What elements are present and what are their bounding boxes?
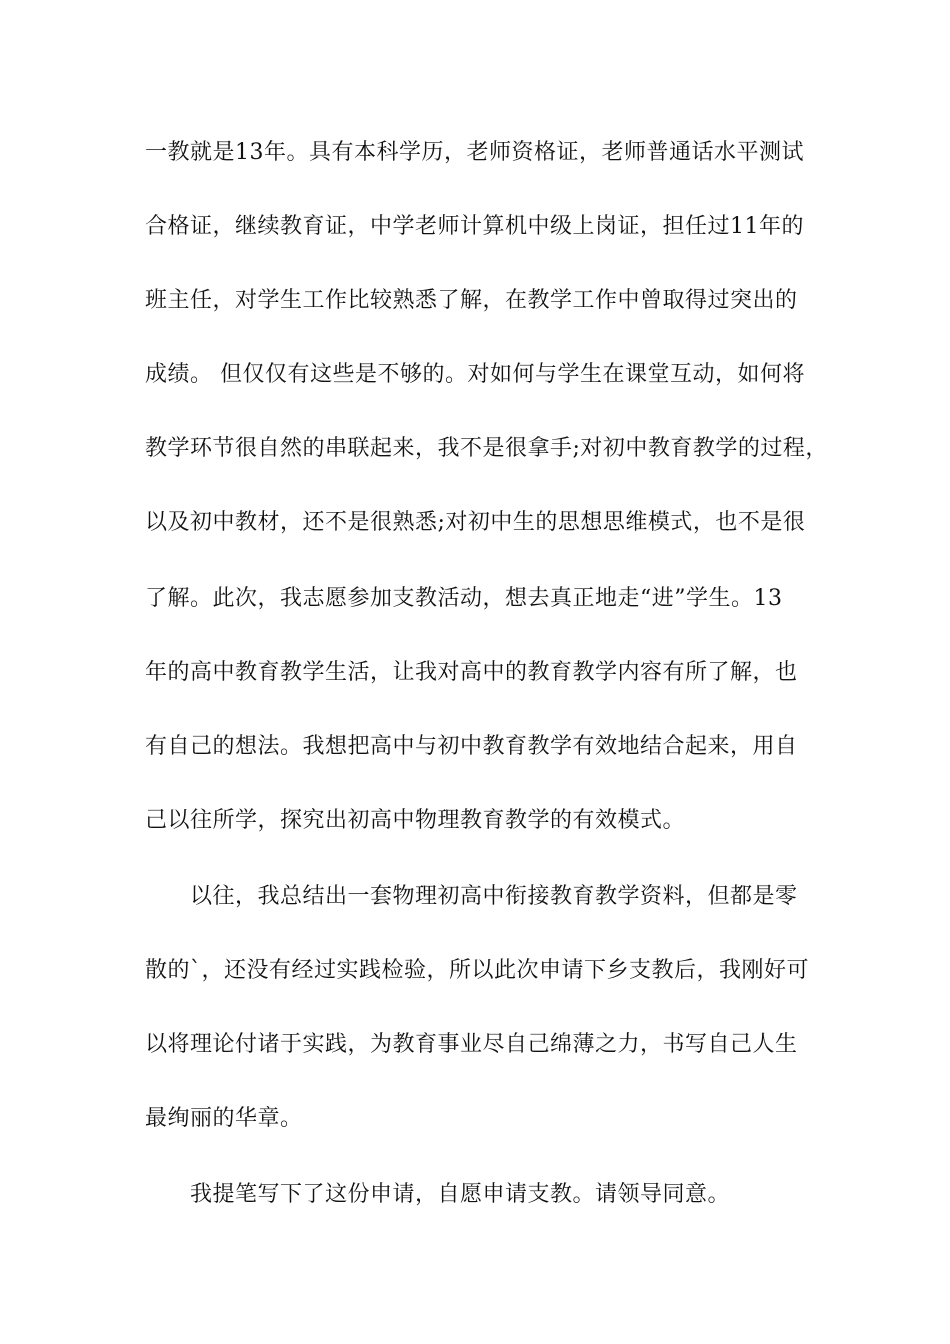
paragraph-start-line: 以往，我总结出一套物理初高中衔接教育教学资料，但都是零 — [190, 884, 798, 909]
text-line: 一教就是13年。具有本科学历，老师资格证，老师普通话水平测试 — [145, 140, 804, 165]
text-line: 班主任，对学生工作比较熟悉了解，在教学工作中曾取得过突出的 — [145, 288, 798, 313]
text-line: 了解。此次，我志愿参加支教活动，想去真正地走“进”学生。13 — [145, 586, 783, 611]
text-line: 年的高中教育教学生活，让我对高中的教育教学内容有所了解，也 — [145, 660, 798, 685]
text-line: 散的`，还没有经过实践检验，所以此次申请下乡支教后，我刚好可 — [145, 958, 810, 983]
text-line: 有自己的想法。我想把高中与初中教育教学有效地结合起来，用自 — [145, 734, 798, 759]
text-line: 以及初中教材，还不是很熟悉;对初中生的思想思维模式，也不是很 — [145, 510, 806, 535]
text-line: 合格证，继续教育证，中学老师计算机中级上岗证，担任过11年的 — [145, 214, 804, 239]
text-line: 以将理论付诸于实践，为教育事业尽自己绵薄之力，书写自己人生 — [145, 1032, 798, 1057]
text-line: 教学环节很自然的串联起来，我不是很拿手;对初中教育教学的过程， — [145, 436, 828, 461]
closing-line: 我提笔写下了这份申请，自愿申请支教。请领导同意。 — [190, 1182, 731, 1207]
text-line: 最绚丽的华章。 — [145, 1106, 303, 1131]
text-line: 己以往所学，探究出初高中物理教育教学的有效模式。 — [145, 808, 686, 833]
text-line: 成绩。 但仅仅有这些是不够的。对如何与学生在课堂互动，如何将 — [145, 362, 805, 387]
